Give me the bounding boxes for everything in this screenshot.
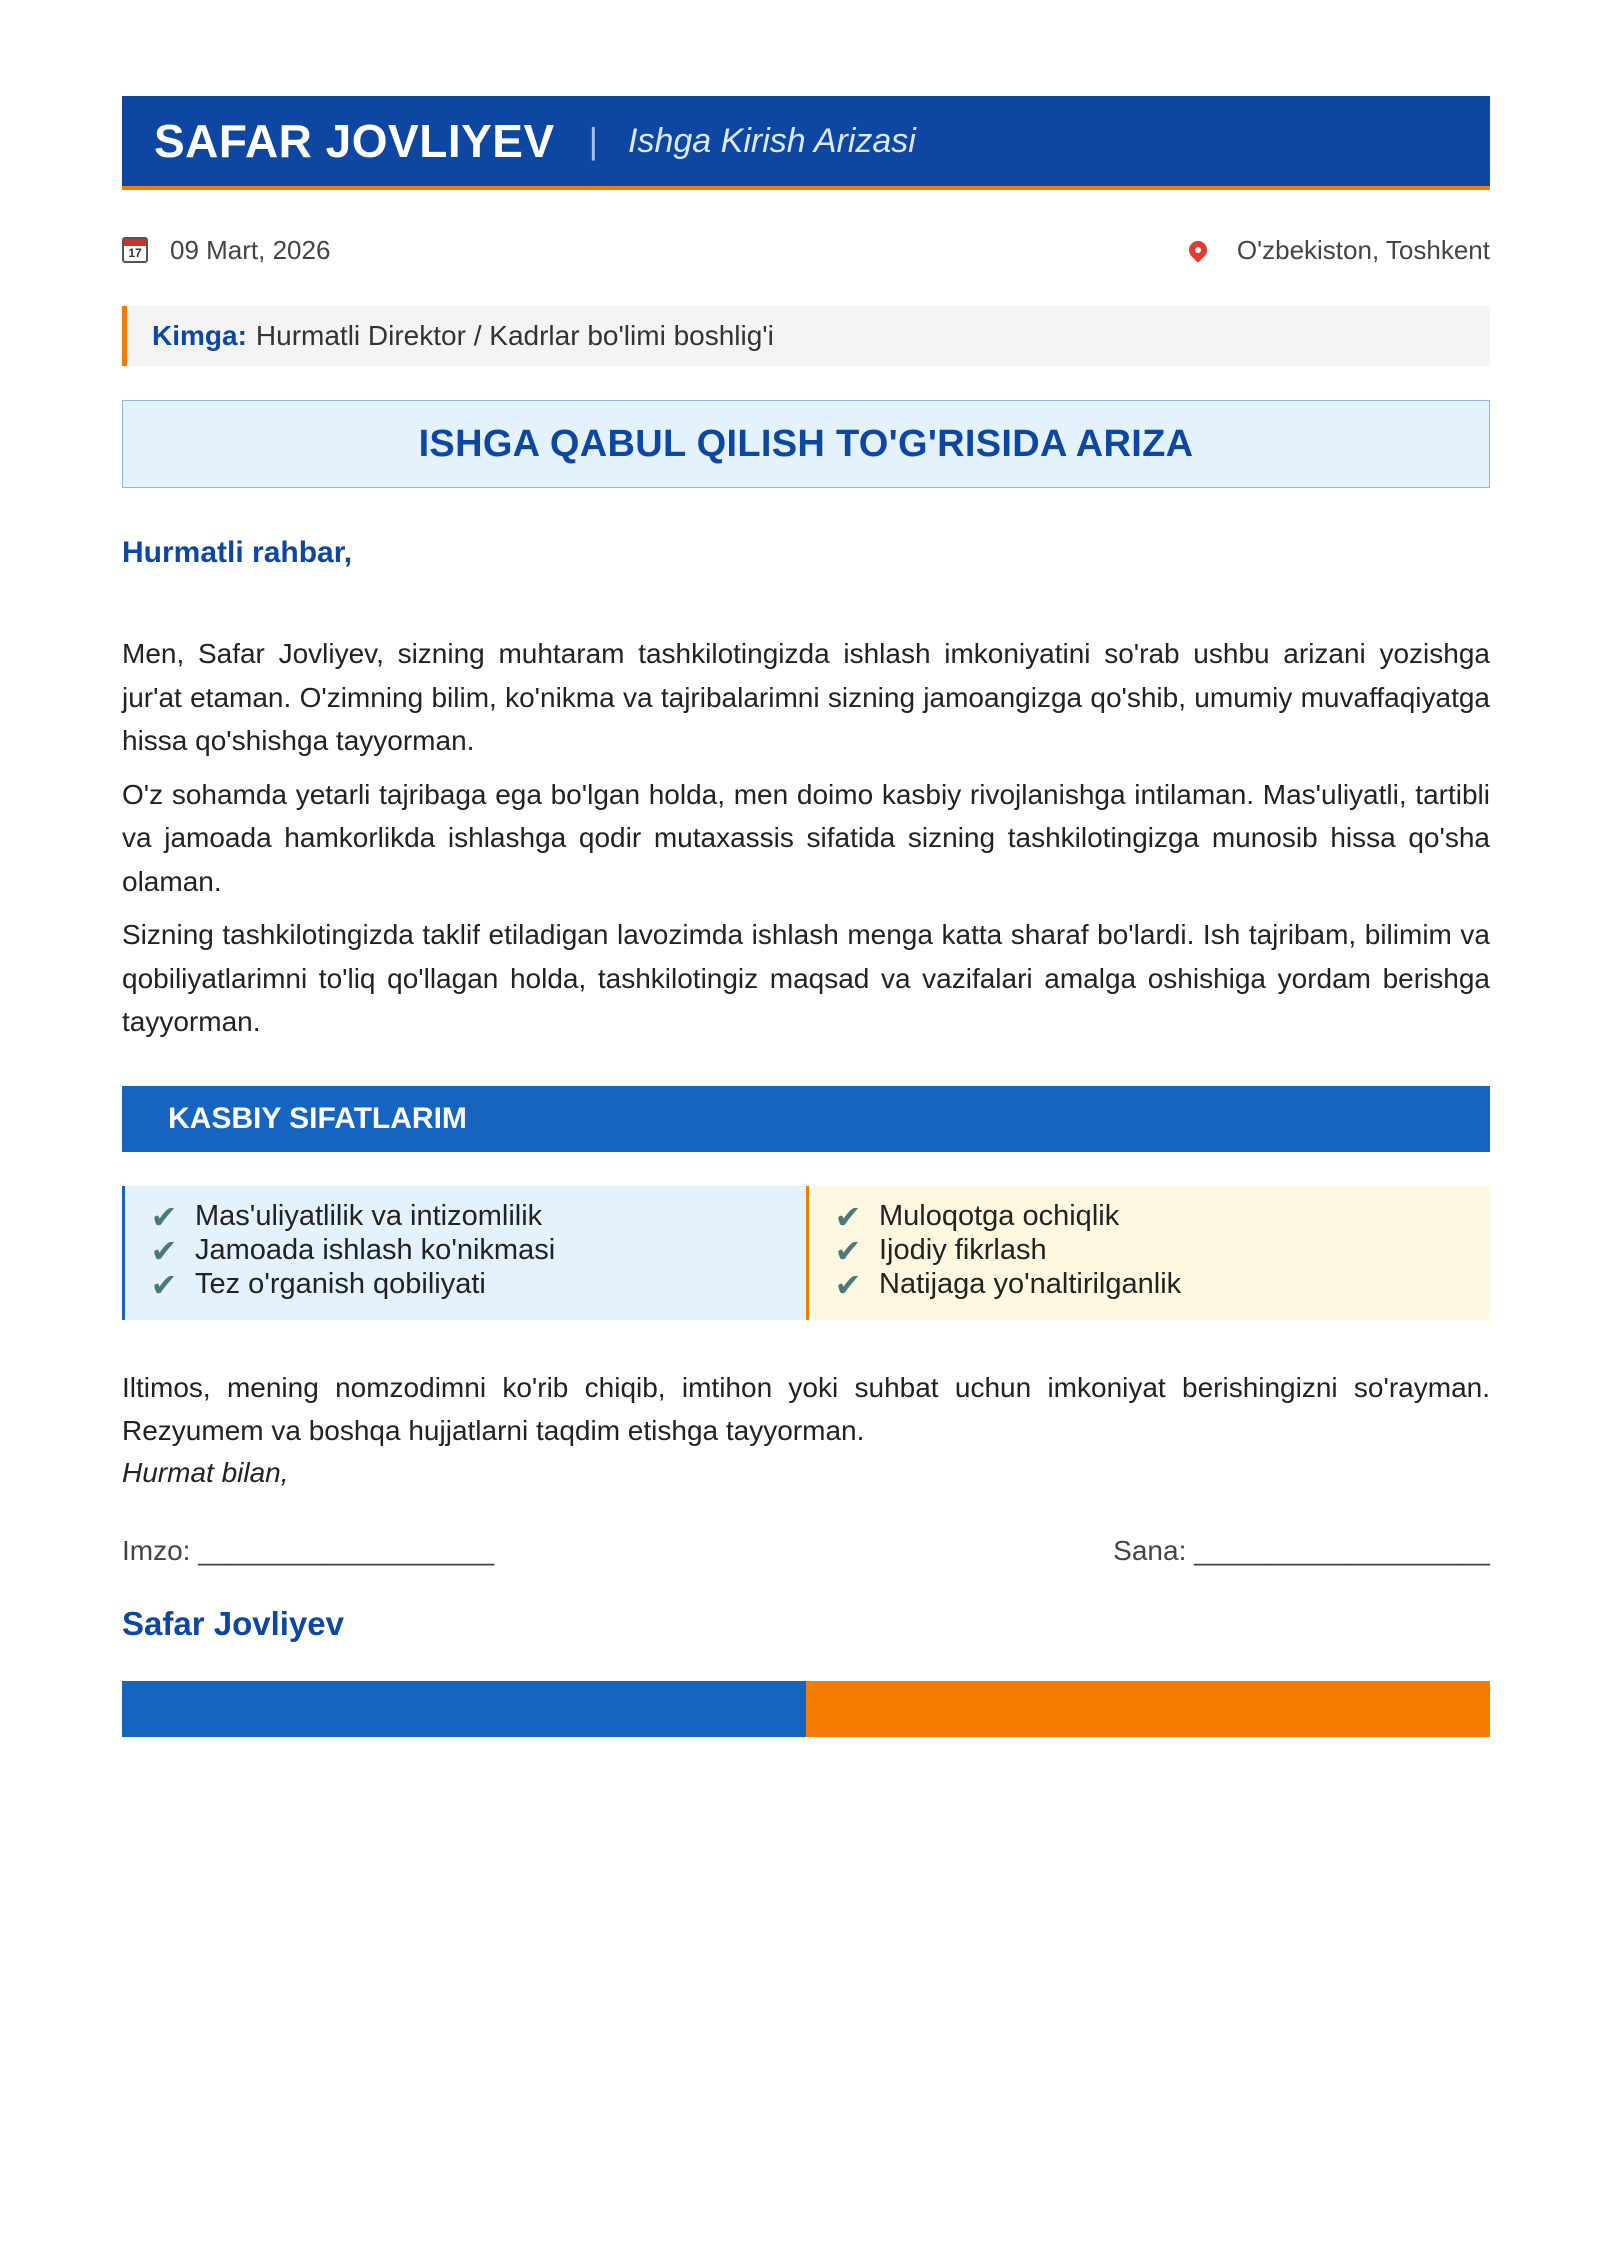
signature-row <box>122 1535 1490 1567</box>
location-info <box>1189 235 1490 266</box>
date-line: Sana: ___________________ <box>1113 1534 1490 1566</box>
list-item: ✔ Jamoada ishlash ko'nikmasi <box>147 1234 806 1268</box>
recipient-box <box>122 306 1490 366</box>
calendar-icon: 17 <box>122 237 148 263</box>
qualities-column-right <box>806 1186 1490 1320</box>
document-title: ISHGA QABUL QILISH TO'G'RISIDA ARIZA <box>122 400 1490 488</box>
signature-line: Imzo: ___________________ <box>122 1534 495 1566</box>
signer-name: Safar Jovliyev <box>122 1604 344 1642</box>
footer-bar-blue <box>122 1681 806 1737</box>
footer-bar-orange <box>806 1681 1490 1737</box>
list-item: ✔ Muloqotga ochiqlik <box>831 1200 1490 1234</box>
check-icon: ✔ <box>150 1266 178 1303</box>
regards: Hurmat bilan, <box>122 1456 289 1488</box>
map-pin-icon <box>1185 237 1210 262</box>
meta-row <box>122 230 1490 270</box>
check-icon: ✔ <box>834 1232 862 1269</box>
qualities-heading: KASBIY SIFATLARIM <box>122 1086 1490 1152</box>
check-icon: ✔ <box>150 1232 178 1269</box>
qualities-panel <box>122 1186 1490 1320</box>
application-letter <box>122 96 1490 1737</box>
document-subtitle: Ishga Kirish Arizasi <box>628 121 916 160</box>
body-paragraph: O'z sohamda yetarli tajribaga ega bo'lgan holda, men doimo kasbiy rivojlanishga intilaman. Mas'uliyatli, tartibli va jamoada hamkorlikda ishlashga qodir mutaxassis sifatida sizning tashkilotingizga munosib hissa qo'sha olaman. <box>122 778 1490 897</box>
body-paragraph: Men, Safar Jovliyev, sizning muhtaram tashkilotingizda ishlash imkoniyatini so'rab ushbu arizani yozishga jur'at etaman. O'zimning bilim, ko'nikma va tajribalarimni sizning jamoangizga qo'shib, umumiy muvaffaqiyatga hissa qo'shishga tayyorman. <box>122 638 1490 756</box>
list-item: ✔ Ijodiy fikrlash <box>831 1234 1490 1268</box>
qualities-column-left <box>122 1186 806 1320</box>
check-icon: ✔ <box>834 1266 862 1303</box>
list-item: ✔ Tez o'rganish qobiliyati <box>147 1268 806 1302</box>
letter-location: O'zbekiston, Toshkent <box>1236 234 1490 265</box>
recipient-label: Kimga: <box>152 320 247 351</box>
header-banner <box>122 96 1490 190</box>
list-item: ✔ Mas'uliyatlilik va intizomlilik <box>147 1200 806 1234</box>
letter-date: 09 Mart, 2026 <box>170 234 331 265</box>
list-item: ✔ Natijaga yo'naltirilganlik <box>831 1268 1490 1302</box>
date-info <box>122 235 330 266</box>
closing-paragraph: Iltimos, mening nomzodimni ko'rib chiqib, imtihon yoki suhbat uchun imkoniyat berishingizni so'rayman. Rezyumem va boshqa hujjatlarni taqdim etishga tayyorman. <box>122 1371 1490 1446</box>
header-separator: | <box>588 120 599 161</box>
greeting: Hurmatli rahbar, <box>122 536 353 569</box>
check-icon: ✔ <box>834 1198 862 1235</box>
applicant-name: SAFAR JOVLIYEV <box>154 115 555 167</box>
recipient-value: Hurmatli Direktor / Kadrlar bo'limi boshlig'i <box>255 320 774 351</box>
check-icon: ✔ <box>150 1198 178 1235</box>
body-paragraph: Sizning tashkilotingizda taklif etiladigan lavozimda ishlash menga katta sharaf bo'lardi. Ish tajribam, bilimim va qobiliyatlarimni to'liq qo'llagan holda, tashkilotingiz maqsad va vazifalari amalga oshishiga yordam berishga tayyorman. <box>122 919 1490 1037</box>
footer-bar <box>122 1681 1490 1737</box>
